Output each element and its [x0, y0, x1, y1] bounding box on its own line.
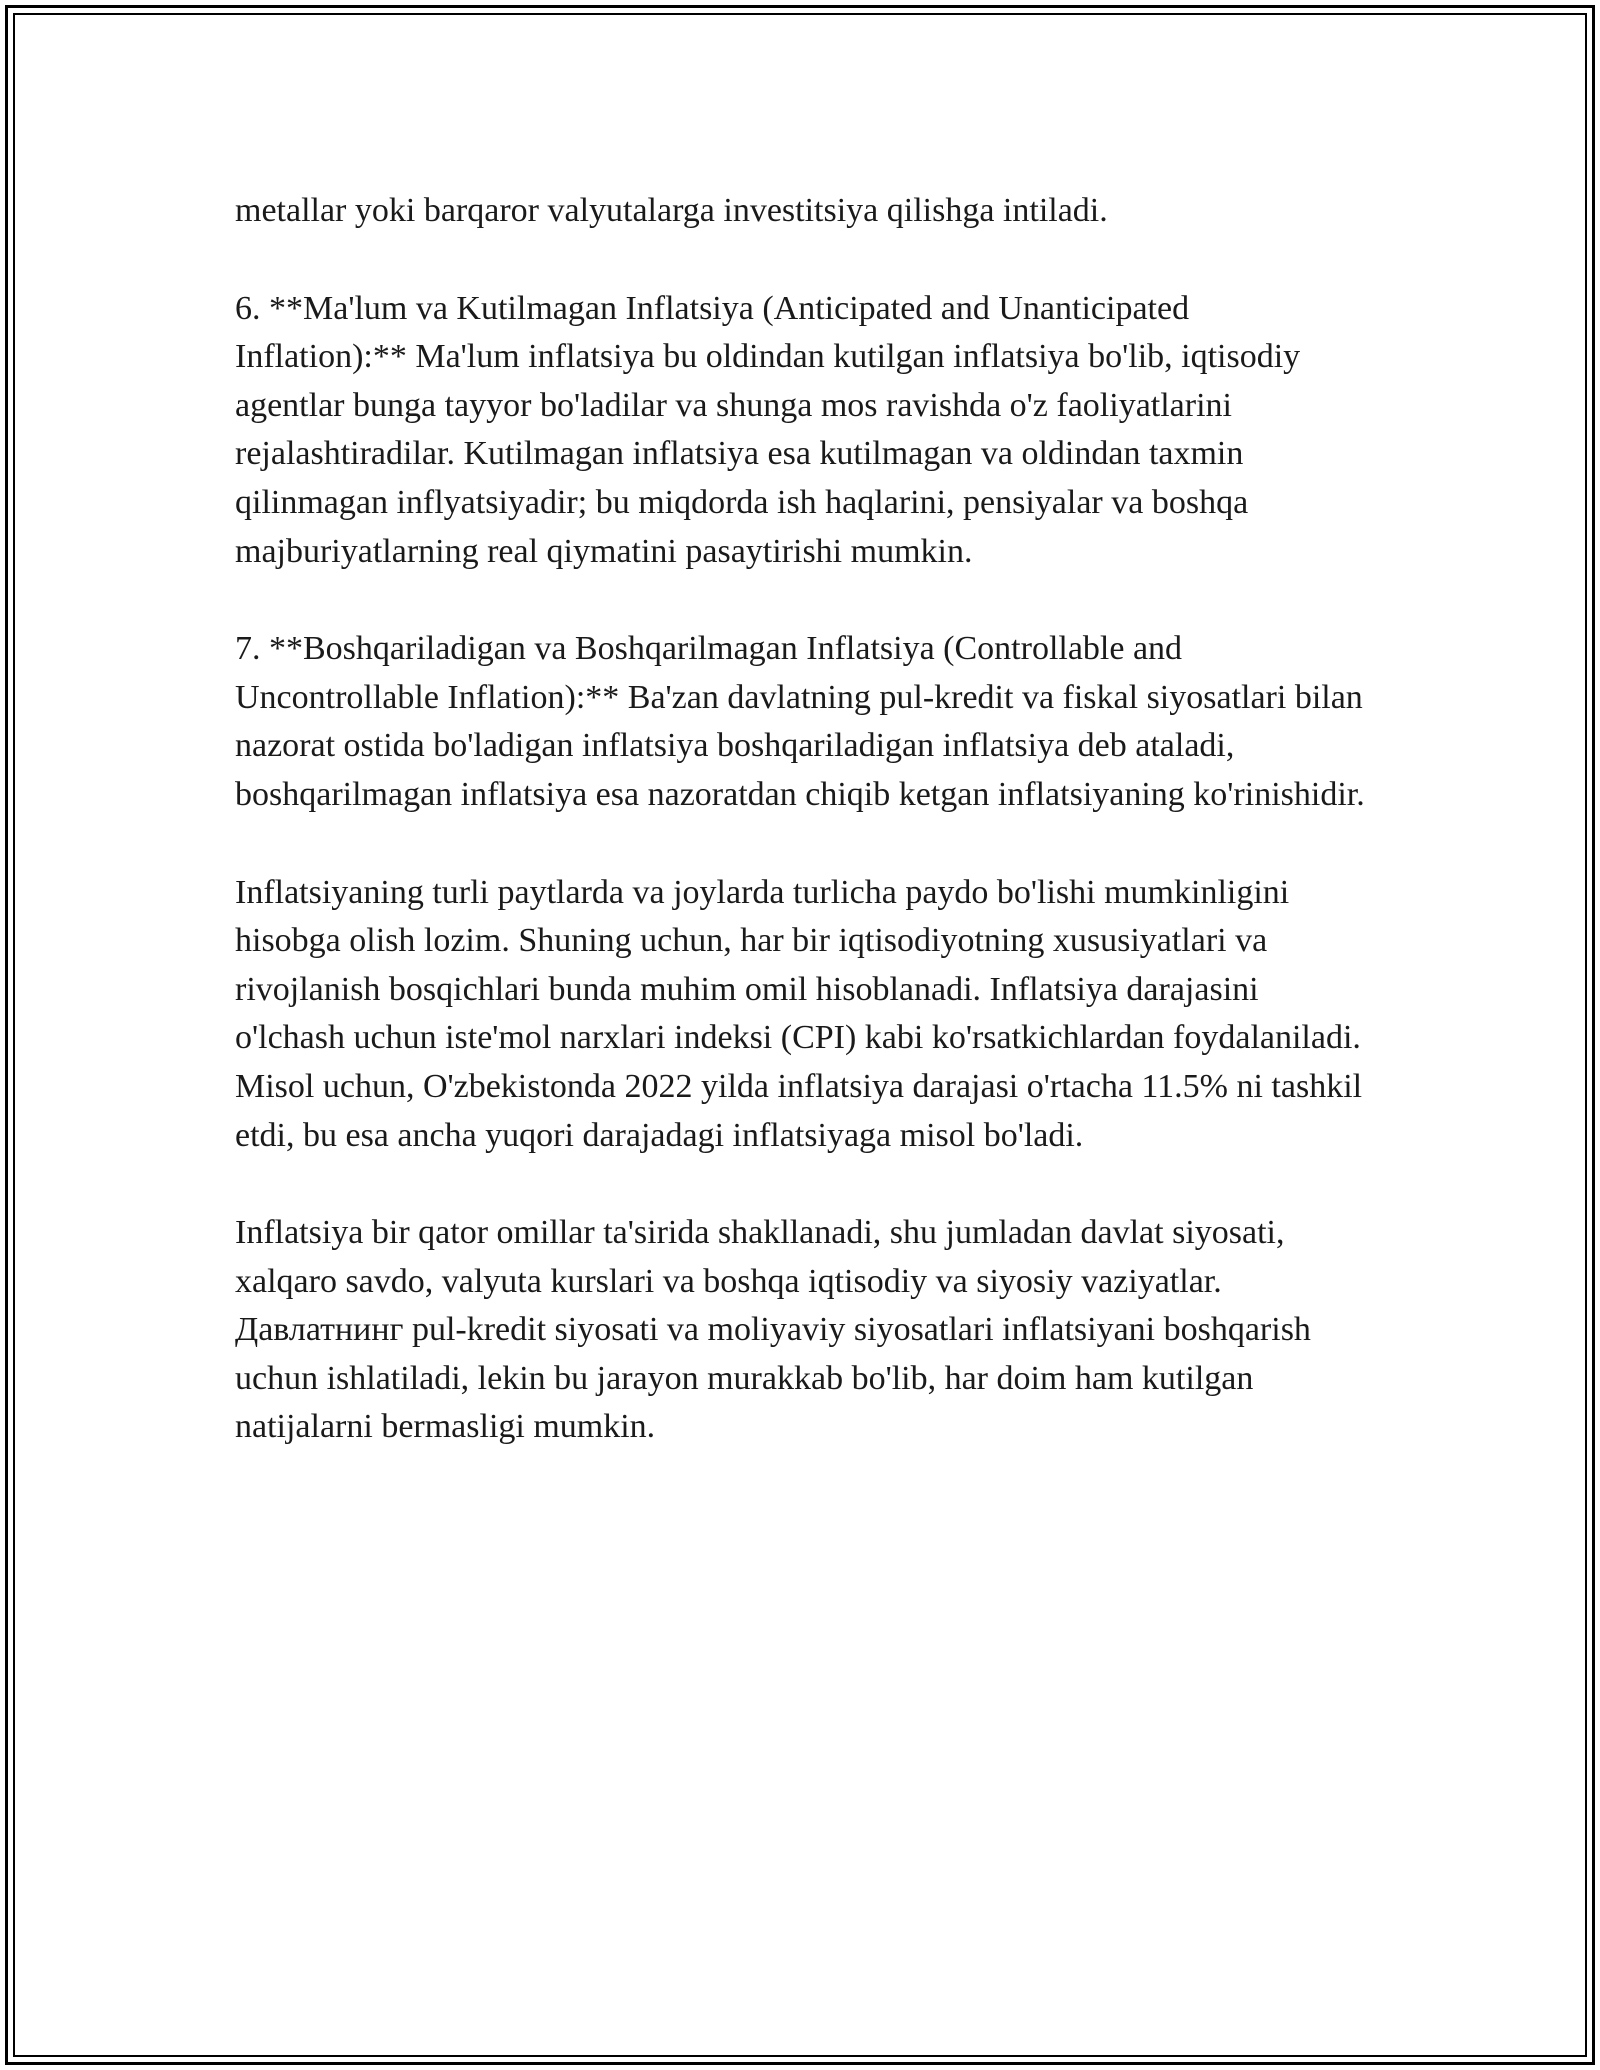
paragraph-inflation-measurement: Inflatsiyaning turli paytlarda va joylarda turlicha paydo bo'lishi mumkinligini hisobga olish lozim. Shuning uchun, har bir iqtisodiyotning xususiyatlari va rivojlanish bosqichlari bunda muhim omil hisoblanadi. Inflatsiya darajasini o'lchash uchun iste'mol narxlari indeksi (CPI) kabi ko'rsatkichlardan foydalaniladi. Misol uchun, O'zbekistonda 2022 yilda inflatsiya darajasi o'rtacha 11.5% ni tashkil etdi, bu esa ancha yuqori darajadagi inflatsiyaga misol bo'ladi.	[235, 873, 1363, 1154]
document-body	[235, 187, 1365, 1501]
paragraph-anticipated-inflation: 6. **Ma'lum va Kutilmagan Inflatsiya (Anticipated and Unanticipated Inflation):** Ma'lum inflatsiya bu oldindan kutilgan inflatsiya bo'lib, iqtisodiy agentlar bunga tayyor bo'ladilar va shunga mos ravishda o'z faoliyatlarini rejalashtiradilar. Kutilmagan inflatsiya esa kutilmagan va oldindan taxmin qilinmagan inflyatsiyadir; bu miqdorda ish haqlarini, pensiyalar va boshqa majburiyatlarning real qiymatini pasaytirishi mumkin.	[235, 289, 1301, 570]
paragraph-continuation: metallar yoki barqaror valyutalarga investitsiya qilishga intiladi.	[235, 192, 1108, 229]
paragraph-inflation-factors: Inflatsiya bir qator omillar ta'sirida shakllanadi, shu jumladan davlat siyosati, xalqaro savdo, valyuta kurslari va boshqa iqtisodiy va siyosiy vaziyatlar. Давлатнинг pul-kredit siyosati va moliyaviy siyosatlari inflatsiyani boshqarish uchun ishlatiladi, lekin bu jarayon murakkab bo'lib, har doim ham kutilgan natijalarni bermasligi mumkin.	[235, 1214, 1311, 1446]
paragraph-controllable-inflation: 7. **Boshqariladigan va Boshqarilmagan Inflatsiya (Controllable and Uncontrollable Inflation):** Ba'zan davlatning pul-kredit va fiskal siyosatlari bilan nazorat ostida bo'ladigan inflatsiya boshqariladigan inflatsiya deb ataladi, boshqarilmagan inflatsiya esa nazoratdan chiqib ketgan inflatsiyaning ko'rinishidir.	[235, 630, 1365, 813]
